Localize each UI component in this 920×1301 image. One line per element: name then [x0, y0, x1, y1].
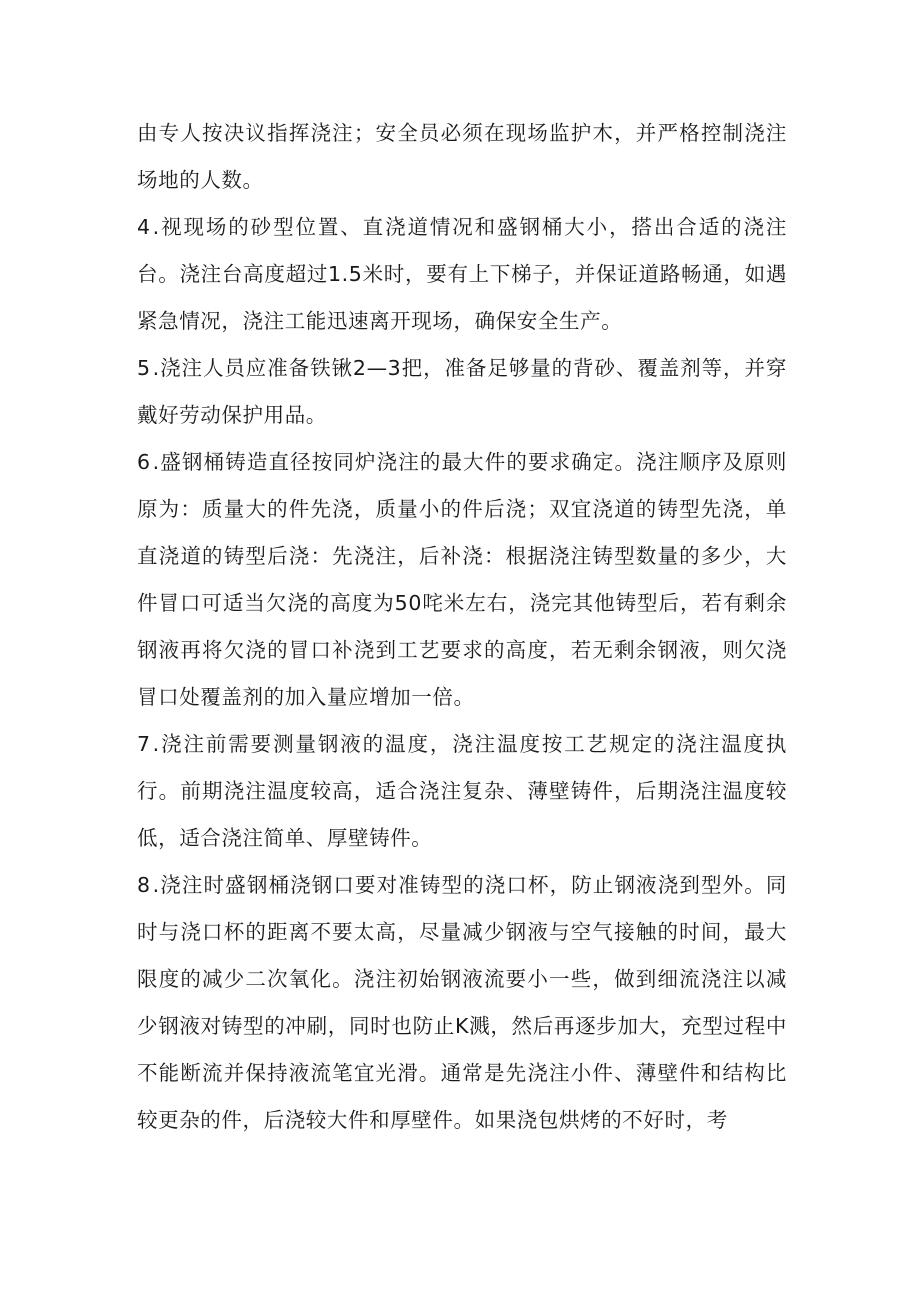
paragraph-item-8 [137, 862, 787, 1144]
paragraph-number: 5 [137, 356, 151, 380]
paragraph-text: .浇注时盛钢桶浇钢口要对准铸型的浇口杯，防止钢液浇到型外。同时与浇口杯的距离不要太高，尽量减少钢液与空气接触的时间，最大限度的减少二次氧化。浇注初始钢液流要小一些，做到细流浇注以减少钢液对铸型的冲刷，同时也防止K溅，然后再逐步加大，充型过程中不能断流并保持液流笔宜光滑。通常是先浇注小件、薄壁件和结构比较更杂的件，后浇较大件和厚壁件。如果浇包烘烤的不好时，考 [137, 873, 787, 1132]
paragraph-text: .浇注前需要测量钢液的温度，浇注温度按工艺规定的浇注温度执行。前期浇注温度较高，适合浇注复杂、薄壁铸件，后期浇注温度较低，适合浇注简单、厚壁铸件。 [137, 732, 787, 850]
paragraph-item-7 [137, 721, 787, 862]
paragraph-text: .视现场的砂型位置、直浇道情况和盛钢桶大小，搭出合适的浇注台。浇注台高度超过1.5米时，要有上下梯子，并保证道路畅通，如遇紧急情况，浇注工能迅速离开现场，确保安全生产。 [137, 215, 787, 333]
paragraph-text: .盛钢桶铸造直径按同炉浇注的最大件的要求确定。浇注顺序及原则原为：质量大的件先浇，质量小的件后浇；双宜浇道的铸型先浇，单直浇道的铸型后浇：先浇注，后补浇：根据浇注铸型数量的多少，大件冒口可适当欠浇的高度为50咤米左右，浇完其他铸型后，若有剩余钢液再将欠浇的冒口补浇到工艺要求的高度，若无剩余钢液，则欠浇冒口处覆盖剂的加入量应增加一倍。 [137, 450, 787, 709]
paragraph-text: 由专人按决议指挥浇注；安全员必须在现场监护木，并严格控制浇注场地的人数。 [137, 121, 787, 192]
paragraph-number: 4 [137, 215, 151, 239]
paragraph-number: 7 [137, 732, 151, 756]
paragraph-item-6 [137, 439, 787, 721]
paragraph-continuation [137, 110, 787, 204]
paragraph-item-5 [137, 345, 787, 439]
paragraph-number: 6 [137, 450, 151, 474]
paragraph-item-4 [137, 204, 787, 345]
paragraph-number: 8 [137, 873, 151, 897]
paragraph-text: .浇注人员应准备铁锹2—3把，准备足够量的背砂、覆盖剂等，并穿戴好劳动保护用品。 [137, 356, 787, 427]
document-body [137, 110, 787, 1144]
